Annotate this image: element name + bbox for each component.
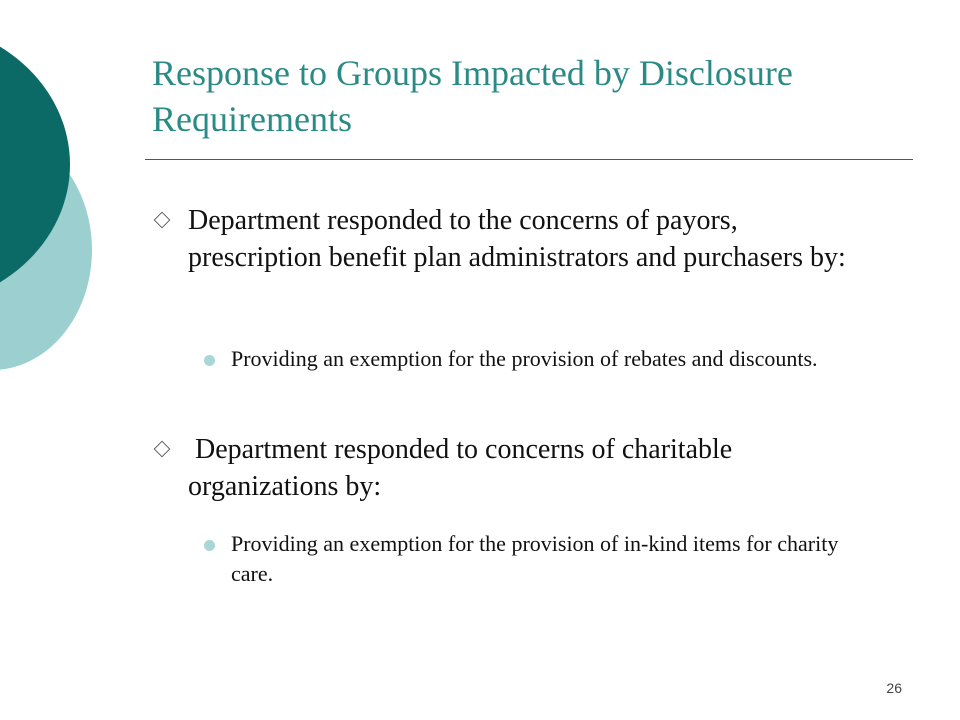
sub-bullet-item-2-text: Providing an exemption for the provision of in-kind items for charity care.: [231, 531, 839, 586]
title-divider: [145, 159, 913, 160]
slide-title: Response to Groups Impacted by Disclosure Requirements: [152, 53, 793, 139]
bullet-item-2: [188, 431, 878, 505]
dot-icon: [204, 540, 215, 551]
bullet-item-1-text: Department responded to the concerns of payors, prescription benefit plan administrators and purchasers by:: [188, 205, 846, 273]
sub-bullet-item-2: [231, 529, 871, 589]
dot-icon: [204, 355, 215, 366]
sub-bullet-item-1: [231, 344, 871, 374]
bullet-item-1: [188, 202, 878, 276]
page-number: 26: [886, 680, 902, 696]
bullet-item-2-text: Department responded to concerns of charitable organizations by:: [188, 434, 740, 502]
diamond-outline-icon: [154, 441, 171, 458]
diamond-outline-icon: [154, 212, 171, 229]
sub-bullet-item-1-text: Providing an exemption for the provision of rebates and discounts.: [231, 346, 818, 371]
